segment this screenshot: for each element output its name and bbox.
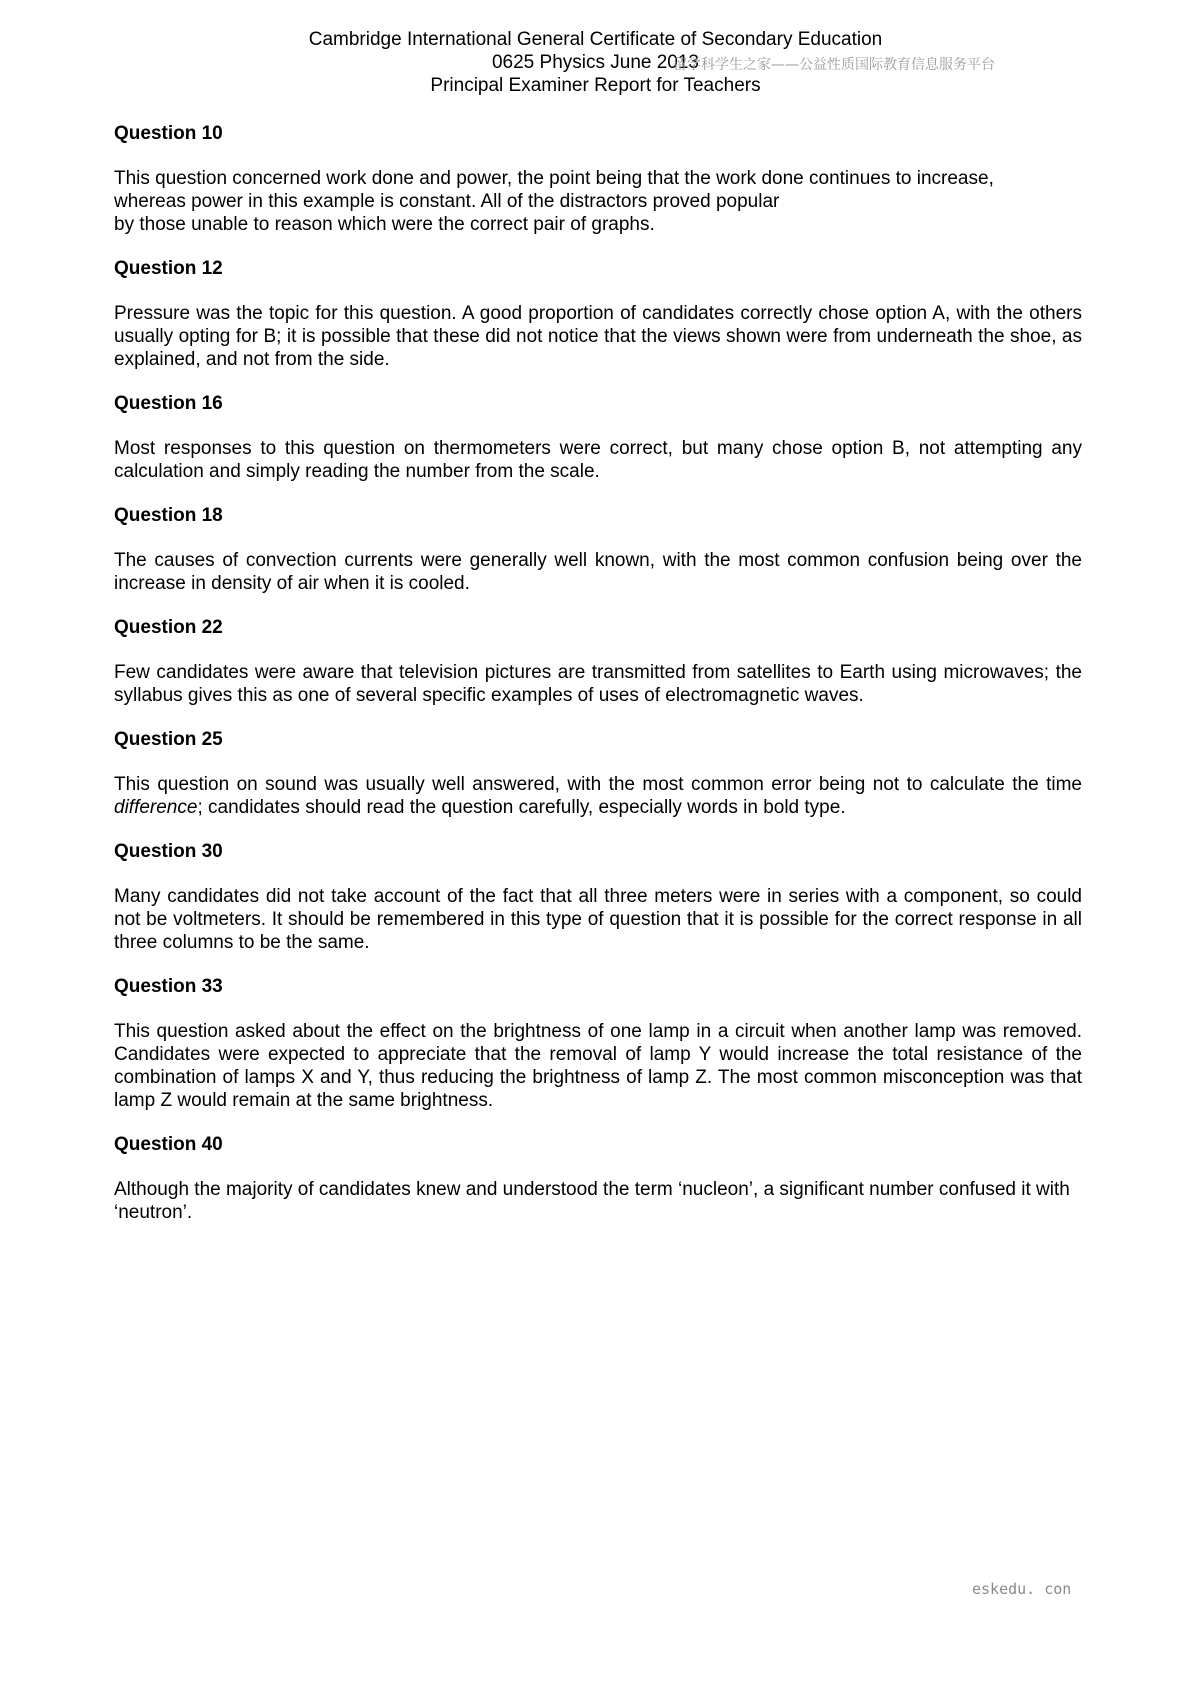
question-title: Question 25 xyxy=(114,729,223,750)
header-line-3: Principal Examiner Report for Teachers xyxy=(430,75,761,96)
question-title: Question 16 xyxy=(114,393,223,414)
question-comment xyxy=(114,773,1082,819)
question-section xyxy=(114,122,1082,236)
page-header xyxy=(0,28,1191,97)
question-comment: Few candidates were aware that television pictures are transmitted from satellites to Earth using microwaves; the syllabus gives this as one of several specific examples of uses of electromagnetic waves. xyxy=(114,662,1082,706)
comment-text: ; candidates should read the question carefully, especially words in bold type. xyxy=(197,797,846,818)
question-comment: Most responses to this question on thermometers were correct, but many chose option B, not attempting any calculation and simply reading the number from the scale. xyxy=(114,438,1082,482)
question-section xyxy=(114,504,1082,595)
header-line-2: 0625 Physics June 2013 xyxy=(491,52,700,73)
question-comment: Pressure was the topic for this question. A good proportion of candidates correctly chose option A, with the others usually opting for B; it is possible that these did not notice that the views shown were from underneath the shoe, as explained, and not from the side. xyxy=(114,303,1082,370)
question-section xyxy=(114,616,1082,707)
question-title: Question 12 xyxy=(114,258,223,279)
comment-line: by those unable to reason which were the correct pair of graphs. xyxy=(114,214,655,235)
question-title: Question 18 xyxy=(114,505,223,526)
watermark-text: 留学科学生之家——公益性质国际教育信息服务平台 xyxy=(673,57,995,73)
question-title: Question 30 xyxy=(114,841,223,862)
question-section xyxy=(114,728,1082,819)
comment-line: This question concerned work done and power, the point being that the work done continues to increase, xyxy=(114,168,994,189)
question-comment: Although the majority of candidates knew and understood the term ‘nucleon’, a significant number confused it with ‘neutron’. xyxy=(114,1179,1070,1223)
question-title: Question 33 xyxy=(114,976,223,997)
question-section xyxy=(114,257,1082,371)
question-title: Question 40 xyxy=(114,1134,223,1155)
question-section xyxy=(114,1133,1082,1224)
report-body xyxy=(114,122,1082,1245)
question-comment: Many candidates did not take account of the fact that all three meters were in series with a component, so could not be voltmeters. It should be remembered in this type of question that it is possible for the correct response in all three columns to be the same. xyxy=(114,886,1082,953)
question-comment: This question asked about the effect on the brightness of one lamp in a circuit when another lamp was removed. Candidates were expected to appreciate that the removal of lamp Y would increase the total resistance of the combination of lamps X and Y, thus reducing the brightness of lamp Z. The most common misconception was that lamp Z would remain at the same brightness. xyxy=(114,1021,1082,1111)
question-title: Question 22 xyxy=(114,617,223,638)
question-title: Question 10 xyxy=(114,123,223,144)
question-comment xyxy=(114,167,1082,236)
comment-text: This question on sound was usually well answered, with the most common error being not to calculate the time xyxy=(114,774,1082,795)
question-comment: The causes of convection currents were generally well known, with the most common confusion being over the increase in density of air when it is cooled. xyxy=(114,550,1082,594)
question-section xyxy=(114,840,1082,954)
header-line-1: Cambridge International General Certificate of Secondary Education xyxy=(308,29,883,50)
comment-line: whereas power in this example is constant. All of the distractors proved popular xyxy=(114,191,780,212)
question-section xyxy=(114,392,1082,483)
question-section xyxy=(114,975,1082,1112)
footer-watermark: eskedu. con xyxy=(972,1580,1072,1598)
emphasized-word: difference xyxy=(114,797,198,818)
